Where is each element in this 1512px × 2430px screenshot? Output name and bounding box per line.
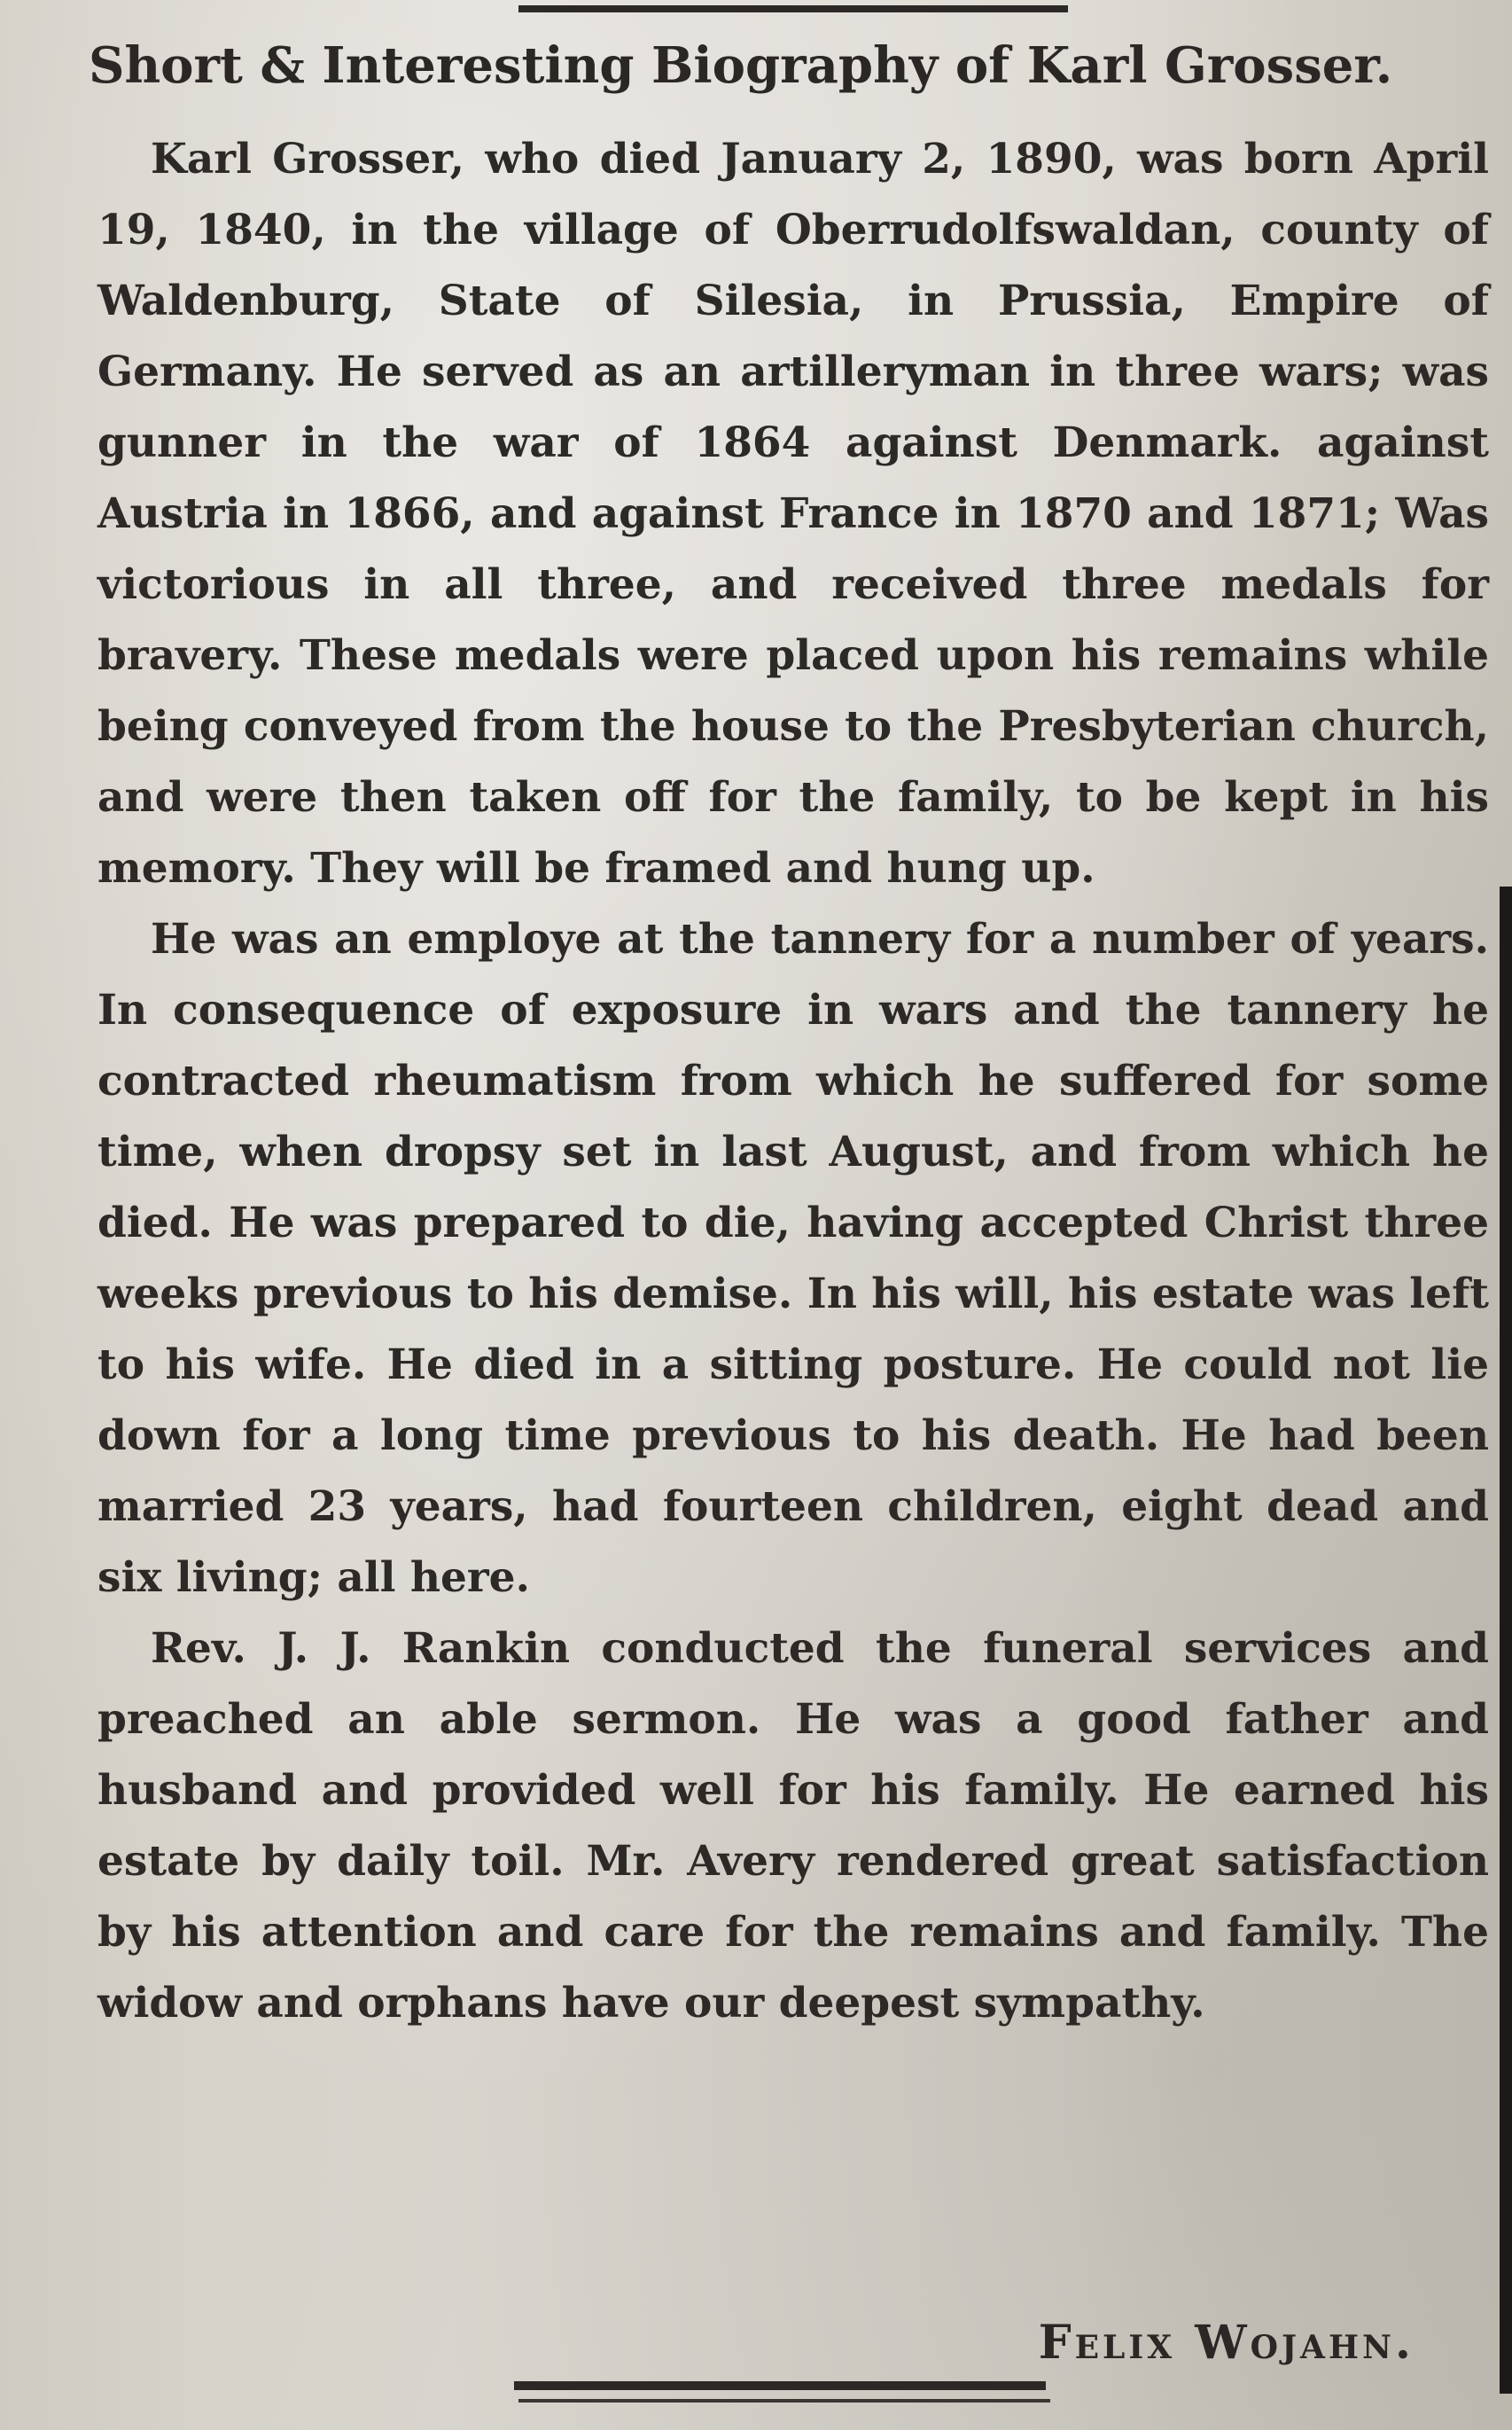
top-rule	[518, 5, 1068, 12]
article-body	[97, 124, 1489, 2039]
paragraph-biography: Karl Grosser, who died January 2, 1890, was born April 19, 1840, in the village of Oberrudolfswaldan, county of Waldenburg, State of Silesia, in Prussia, Empire of Germany. He served as an artilleryman in three wars; was gunner in the war of 1864 against Denmark. against Austria in 1866, and against France in 1870 and 1871; Was victorious in all three, and received three medals for bravery. These medals were placed upon his remains while being conveyed from the house to the Presbyterian church, and were then taken off for the family, to be kept in his memory. They will be framed and hung up.	[97, 135, 1489, 893]
headline: Short & Interesting Biography of Karl Grosser.	[89, 36, 1393, 95]
paragraph-illness: He was an employe at the tannery for a number of years. In consequence of exposure in wars and the tannery he contracted rheumatism from which he suffered for some time, when dropsy set in last August, and from which he died. He was prepared to die, having accepted Christ three weeks previous to his demise. In his will, his estate was left to his wife. He died in a sitting posture. He could not lie down for a long time previous to his death. He had been married 23 years, had fourteen children, eight dead and six living; all here.	[97, 915, 1489, 1602]
signature: Felix Wojahn.	[1038, 2316, 1415, 2370]
bottom-rule	[514, 2381, 1046, 2390]
paragraph-funeral: Rev. J. J. Rankin conducted the funeral services and preached an able sermon. He was a good father and husband and provided well for his family. He earned his estate by daily toil. Mr. Avery rendered great satisfaction by his attention and care for the remains and family. The widow and orphans have our deepest sympathy.	[97, 1624, 1489, 2028]
bottom-rule-thin	[518, 2399, 1050, 2403]
column-edge	[1500, 887, 1512, 2394]
